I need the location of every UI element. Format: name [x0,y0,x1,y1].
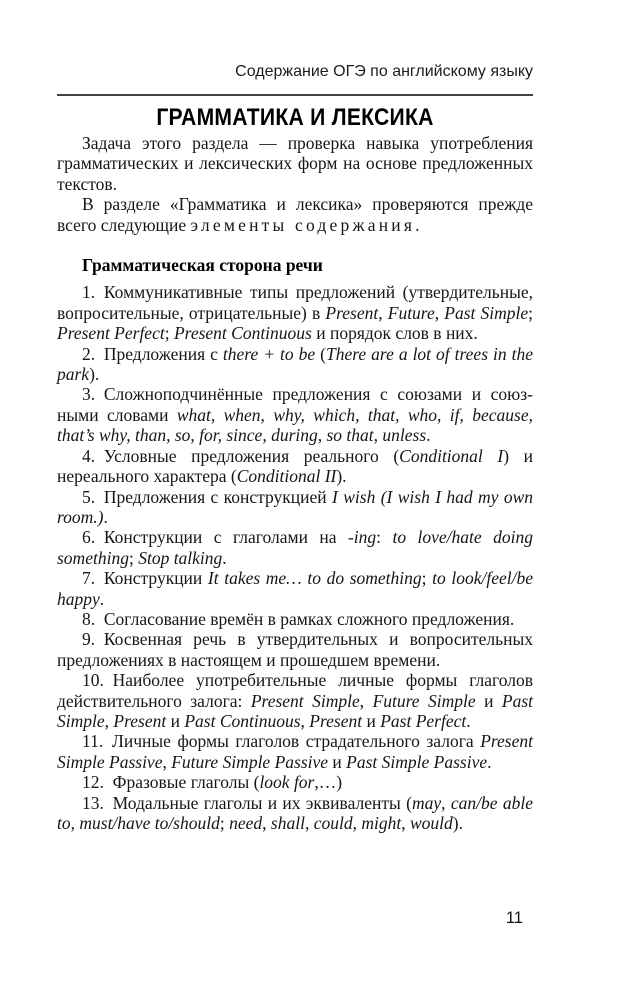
text-run: 5. Предложения с конструкцией [82,486,333,507]
english-phrase: could [313,813,353,833]
text-run: 4. Условные предложения реального ( [82,445,400,466]
english-phrase: Present Simple [250,690,360,711]
text-run: ). [89,364,100,385]
text-run: 7. Конструкции [82,568,208,589]
english-phrase: would [409,813,453,833]
english-phrase: -ing [347,527,377,548]
english-phrase: Conditional II [236,466,337,487]
english-phrase: need [229,813,263,833]
list-item [57,629,533,670]
english-phrase: There are a lot of trees in the park [57,343,533,385]
text-run: ,…) [314,772,343,793]
text-run: , [359,690,373,711]
english-phrase: Present Continuous [173,323,312,344]
text-run: 13. Модальные глаголы и их эквиваленты ( [82,792,412,813]
english-phrase: It takes me… to do something [207,568,422,589]
english-phrase: can/be able to [57,792,534,833]
english-phrase: Stop talking [138,547,223,568]
text-run: , [441,792,451,813]
intro-paragraph [57,194,533,235]
text-run: . [487,751,492,772]
text-run: и [328,751,347,772]
text-run: 2. Предложения с [82,343,223,364]
list-item [57,487,533,528]
section-heading: Грамматическая сторона речи [82,255,323,276]
text-run: и [166,710,185,731]
text-run: В разделе «Грамматика и лексика» проверяются прежде всего следующие [57,194,533,235]
text-run: , [162,751,172,772]
text-run: : [376,527,393,548]
running-header: Содержание ОГЭ по английскому языку [235,63,533,80]
english-phrase: Present [113,710,167,731]
english-phrase: must/have to/should [79,813,220,833]
list-item [57,793,533,834]
english-phrase: Future Simple Passive [171,751,329,772]
list-item [57,568,533,609]
list-item [57,731,533,772]
english-phrase: might [361,813,402,833]
letterspaced-text: элементы содержания [190,214,416,235]
english-phrase: Present Simple Passive [57,731,533,772]
english-phrase: shall [270,813,305,833]
list-item [57,446,533,487]
text-run: 1. Коммуникативные типы предложений (утвердительные, вопросительные, отрицательные) в [57,282,533,323]
english-phrase: Past Perfect [380,710,467,731]
text-run: 8. Согласование времён в рамках сложного предложения. [82,608,515,629]
english-phrase: may [411,792,442,813]
text-run: . [415,214,420,235]
text-run: , [104,710,114,731]
english-phrase: Conditional I [399,445,504,466]
english-phrase: Past Simple [444,302,529,323]
english-phrase: I wish (I wish I had my own room.) [57,486,533,527]
text-run: . [426,425,431,446]
text-run: , [262,813,271,833]
page-title: ГРАММАТИКА И ЛЕКСИКА [156,104,434,131]
english-phrase: Present [309,710,363,731]
english-phrase: to love/hate doing something [57,527,533,568]
text-run: ; [219,813,230,833]
text-run: ; [421,568,433,589]
page-number: 11 [505,909,523,927]
text-run: . [99,588,105,609]
text-run: 3. Сложноподчинённые предложения с союзами и союзными словами [57,384,533,425]
list-item [57,344,533,385]
text-run: ; [528,302,534,323]
intro-paragraphs [57,133,533,235]
text-run: ; [164,323,174,344]
text-run: , [378,302,388,323]
text-run: . [222,547,227,568]
text-run: 12. Фразовые глаголы ( [82,772,260,793]
english-phrase: Present Perfect [57,323,165,344]
text-run: и [475,690,502,711]
text-run: . [466,710,471,731]
english-phrase: what, when, why, which, that, who, if, because, that’s why, than, so, for, since, during, so that, unless [57,404,533,446]
text-run: , [401,813,410,833]
page-content [57,133,533,833]
text-run: 9. Косвенная речь в утвердительных и вопросительных предложениях в настоящем и прошедшем времени. [57,629,533,670]
text-run: , [304,813,314,833]
english-phrase: Past Continuous [184,710,301,731]
english-phrase: to look/feel/be happy [57,568,533,609]
text-run: , [70,813,80,833]
text-run: ) и нереального характера ( [57,445,533,487]
text-run: и порядок слов в них. [311,323,478,344]
text-run: 6. Конструкции с глаголами на [82,527,348,548]
english-phrase: Future Simple [372,690,476,711]
list-item [57,384,533,445]
text-run: 11. Личные формы глаголов страдательного залога [82,731,481,752]
english-phrase: look for [259,772,315,793]
english-phrase: there + to be [222,343,316,364]
list-item [57,527,533,568]
english-phrase: Past Simple [57,690,534,731]
text-run: Задача этого раздела — проверка навыка употребления грамматических и лексических форм на основе предложенных текстов. [57,133,533,194]
intro-paragraph [57,133,533,194]
header-rule [57,94,533,96]
text-run: ; [128,547,139,568]
text-run: ( [315,343,326,364]
text-run: , [300,710,310,731]
text-run: . [103,506,108,527]
text-run: ). [336,466,347,487]
list-item [57,609,533,629]
list-item [57,670,533,731]
english-phrase: Future [387,302,435,323]
text-run: , [352,813,362,833]
text-run: и [362,710,381,731]
english-phrase: Past Simple Passive [346,751,488,772]
text-run: , [434,302,445,323]
list-item [57,282,533,343]
list-item [57,772,533,792]
grammar-items [57,282,533,833]
text-run: 10. Наиболее употребительные личные формы глаголов действительного залога: [57,670,533,711]
text-run: ). [452,813,463,833]
english-phrase: Present [325,302,379,323]
